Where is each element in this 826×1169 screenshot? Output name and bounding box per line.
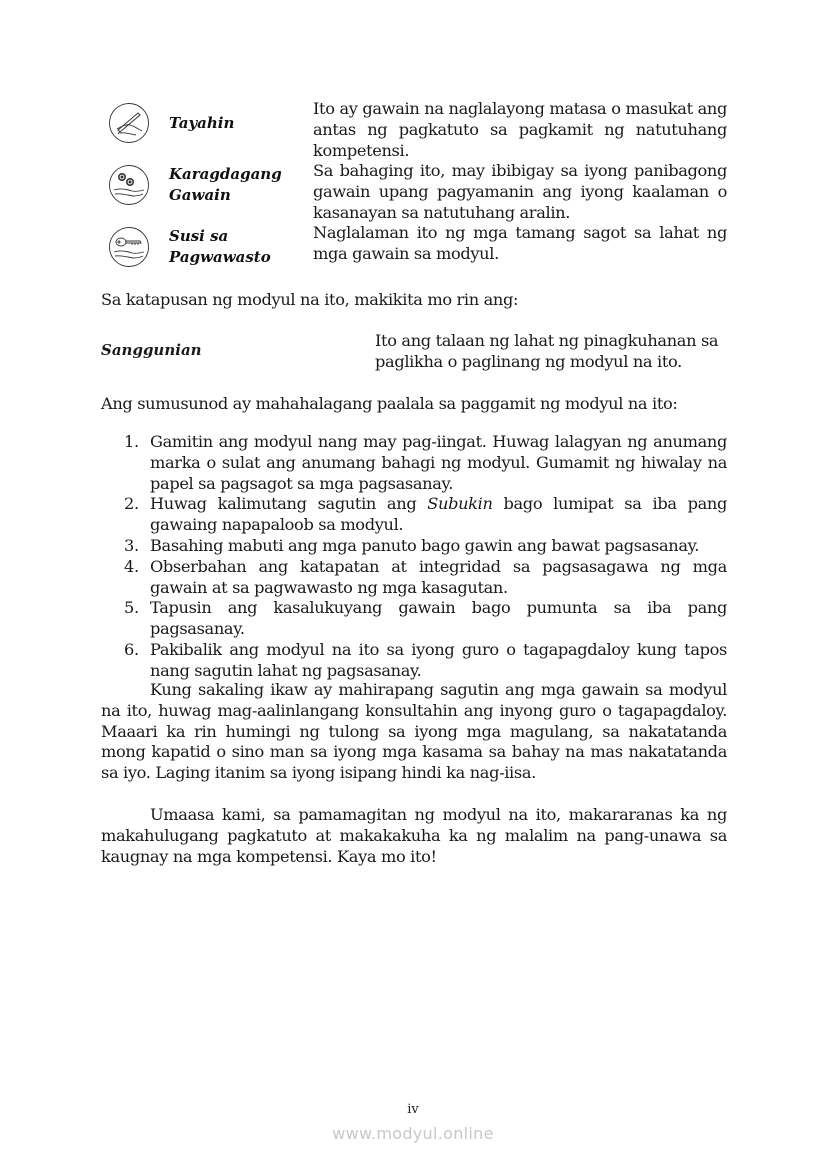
list-item-text: Tapusin ang kasalukuyang gawain bago pumunta sa iba pang pagsasanay. bbox=[150, 598, 727, 639]
key-hand-icon bbox=[108, 226, 150, 268]
list-item bbox=[101, 598, 727, 640]
list-item-number: 6. bbox=[124, 639, 139, 659]
closing-paragraph: Umaasa kami, sa pamamagitan ng modyul na ito, makararanas ka ng makahulugang pagkatuto at makakakuha ka ng malalim na pang-unawa sa kaugnay na mga kompetensi. Kaya mo ito! bbox=[101, 805, 727, 866]
list-item bbox=[101, 494, 727, 536]
legend-label-tayahin bbox=[169, 113, 234, 134]
reminders-list bbox=[101, 432, 727, 682]
page-number: iv bbox=[407, 1102, 419, 1117]
list-item bbox=[101, 536, 727, 557]
list-item-number: 5. bbox=[124, 598, 139, 618]
watermark-link[interactable]: www.modyul.online bbox=[332, 1124, 494, 1143]
help-paragraph: Kung sakaling ikaw ay mahirapang sagutin ang mga gawain sa modyul na ito, huwag mag-aalinlangang konsultahin ang inyong guro o tagapagdaloy. Maaari ka rin humingi ng tulong sa iyong mga magulang, sa nakatatanda mong kapatid o sino man sa iyong mga kasama sa bahay na mas nakatatanda sa iyo. Laging itanim sa iyong isipang hindi ka nag-iisa. bbox=[101, 680, 727, 783]
list-item bbox=[101, 640, 727, 682]
sanggunian-description: Ito ang talaan ng lahat ng pinagkuhanan sa paglikha o paglinang ng modyul na ito. bbox=[375, 331, 719, 371]
pen-hand-icon bbox=[108, 102, 150, 144]
list-item-text: bago lumipat sa iba pang gawaing napapaloob sa modyul. bbox=[150, 494, 727, 535]
list-item bbox=[101, 557, 727, 599]
legend-label-line: Tayahin bbox=[169, 114, 235, 132]
list-item-text: Basahing mabuti ang mga panuto bago gawin ang bawat pagsasanay. bbox=[150, 535, 700, 555]
legend-label-line: Susi sa bbox=[169, 227, 229, 245]
list-item-text: Pakibalik ang modyul na ito sa iyong guro o tagapagdaloy kung tapos nang sagutin lahat ng pagsasanay. bbox=[150, 639, 727, 680]
list-item-text: Huwag kalimutang sagutin ang bbox=[150, 494, 428, 514]
list-item-number: 4. bbox=[124, 556, 139, 576]
emphasis-subukin: Subukin bbox=[427, 494, 493, 514]
sanggunian-label: Sanggunian bbox=[101, 341, 202, 359]
legend-label-line: Karagdagang bbox=[169, 165, 282, 183]
legend-description-karagdagang-gawain: Sa bahaging ito, may ibibigay sa iyong panibagong gawain upang pagyamanin ang iyong kaalaman o kasanayan sa natutuhang aralin. bbox=[313, 161, 727, 222]
legend-label-line: Pagwawasto bbox=[169, 248, 271, 266]
list-item-text: Obserbahan ang katapatan at integridad sa pagsasagawa ng mga gawain at sa pagwawasto ng mga kasagutan. bbox=[150, 556, 727, 597]
legend-description-susi-sa-pagwawasto: Naglalaman ito ng mga tamang sagot sa lahat ng mga gawain sa modyul. bbox=[313, 223, 727, 263]
list-item bbox=[101, 432, 727, 494]
legend-label-susi-sa-pagwawasto bbox=[169, 226, 271, 268]
legend-description-tayahin: Ito ay gawain na naglalayong matasa o masukat ang antas ng pagkatuto sa pagkamit ng natutuhang kompetensi. bbox=[313, 99, 727, 160]
reminders-intro-text: Ang sumusunod ay mahahalagang paalala sa paggamit ng modyul na ito: bbox=[101, 394, 678, 413]
list-item-text: Gamitin ang modyul nang may pag-iingat. Huwag lalagyan ng anumang marka o sulat ang anumang bahagi ng modyul. Gumamit ng hiwalay na papel sa pagsagot sa mga pagsasanay. bbox=[150, 432, 727, 493]
end-intro-text: Sa katapusan ng modyul na ito, makikita mo rin ang: bbox=[101, 290, 519, 309]
list-item-number: 3. bbox=[124, 535, 139, 555]
legend-label-line: Gawain bbox=[169, 186, 231, 204]
list-item-number: 2. bbox=[124, 494, 139, 514]
legend-label-karagdagang-gawain bbox=[169, 164, 282, 206]
list-item-number: 1. bbox=[124, 432, 139, 451]
gears-hand-icon bbox=[108, 164, 150, 206]
